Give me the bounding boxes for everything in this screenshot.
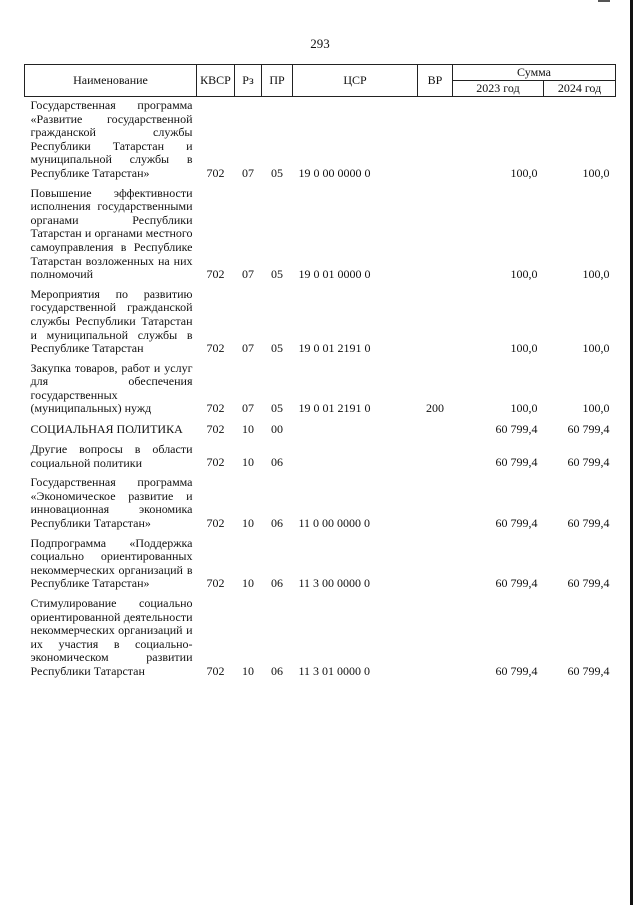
table-body — [25, 97, 616, 683]
row-sum-2023: 100,0 — [510, 266, 538, 281]
header-name: Наименование — [25, 65, 197, 97]
row-csr — [293, 420, 418, 441]
table-row — [25, 97, 616, 185]
table-row — [25, 441, 616, 474]
row-csr: 11 3 00 0000 0 — [298, 576, 371, 590]
header-pr: ПР — [262, 65, 293, 97]
row-sum-2024: 60 799,4 — [567, 455, 610, 470]
row-sum-2023: 60 799,4 — [495, 663, 538, 678]
row-sum-2023: 60 799,4 — [495, 576, 538, 590]
budget-table — [24, 64, 616, 683]
row-pr: 05 — [271, 266, 283, 281]
row-sum-2024: 60 799,4 — [567, 515, 610, 530]
row-pr: 06 — [271, 663, 283, 678]
row-rz: 10 — [242, 422, 254, 437]
row-sum-2024: 60 799,4 — [567, 422, 610, 437]
row-name: Другие вопросы в области социальной политики — [30, 442, 193, 470]
row-sum-2023: 60 799,4 — [495, 515, 538, 530]
row-sum-2024: 60 799,4 — [567, 576, 610, 590]
row-rz: 07 — [242, 340, 254, 355]
row-kvsr: 702 — [206, 422, 225, 437]
table-row — [25, 595, 616, 683]
scan-corner-mark — [598, 0, 610, 2]
table-row — [25, 286, 616, 360]
row-name: Стимулирование социально ориентированной деятельности некоммерческих организаций и их участия в социально-экономическом развитии Республики Татарстан — [30, 596, 193, 678]
row-name: Повышение эффективности исполнения государственными органами Республики Татарстан и органами местного самоуправления в Республике Татарстан возложенных на них полномочий — [30, 185, 193, 282]
row-vr — [418, 595, 453, 683]
row-name: Государственная программа «Экономическое развитие и инновационная экономика Республики Татарстан» — [30, 475, 193, 531]
row-kvsr: 702 — [206, 340, 225, 355]
row-sum-2023: 100,0 — [510, 401, 538, 416]
table-row — [25, 420, 616, 441]
row-rz: 10 — [242, 663, 254, 678]
row-csr: 19 0 01 0000 0 — [298, 266, 371, 281]
table-row — [25, 185, 616, 286]
row-sum-2024: 100,0 — [582, 266, 610, 281]
row-csr — [293, 441, 418, 474]
header-kvsr: КВСР — [197, 65, 235, 97]
row-kvsr: 702 — [206, 266, 225, 281]
row-vr — [418, 185, 453, 286]
row-vr: 200 — [426, 401, 444, 416]
row-kvsr: 702 — [206, 576, 225, 590]
row-pr: 05 — [271, 401, 283, 416]
table-row — [25, 360, 616, 420]
row-sum-2024: 100,0 — [582, 401, 610, 416]
page-number: 293 — [310, 36, 330, 51]
row-csr: 11 3 01 0000 0 — [298, 663, 371, 678]
scan-edge-line — [630, 0, 633, 905]
row-vr — [418, 474, 453, 534]
row-csr: 19 0 01 2191 0 — [298, 340, 371, 355]
row-pr: 05 — [271, 340, 283, 355]
row-csr: 19 0 00 0000 0 — [298, 165, 371, 180]
row-pr: 06 — [271, 576, 283, 590]
row-rz: 10 — [242, 576, 254, 590]
row-csr: 19 0 01 2191 0 — [298, 401, 371, 416]
row-vr — [418, 97, 453, 185]
header-year-2024: 2024 год — [544, 81, 616, 97]
row-vr — [418, 420, 453, 441]
row-name: Государственная программа «Развитие государственной гражданской службы Республики Татарстан и муниципальной службы в Республике Татарстан» — [30, 98, 193, 180]
row-csr: 11 0 00 0000 0 — [298, 515, 371, 530]
row-rz: 10 — [242, 515, 254, 530]
row-kvsr: 702 — [206, 515, 225, 530]
row-pr: 00 — [271, 422, 283, 437]
row-pr: 05 — [271, 165, 283, 180]
row-sum-2024: 60 799,4 — [567, 663, 610, 678]
header-rz: Рз — [235, 65, 262, 97]
header-sum: Сумма — [453, 65, 616, 81]
row-sum-2023: 60 799,4 — [495, 455, 538, 470]
row-kvsr: 702 — [206, 401, 225, 416]
row-rz: 07 — [242, 401, 254, 416]
row-kvsr: 702 — [206, 663, 225, 678]
row-pr: 06 — [271, 455, 283, 470]
row-sum-2023: 60 799,4 — [495, 422, 538, 437]
row-sum-2024: 100,0 — [582, 340, 610, 355]
row-name: Закупка товаров, работ и услуг для обеспечения государственных (муниципальных) нужд — [30, 360, 193, 416]
row-sum-2023: 100,0 — [510, 340, 538, 355]
table-row — [25, 535, 616, 595]
row-vr — [418, 535, 453, 595]
row-rz: 07 — [242, 165, 254, 180]
header-vr: ВР — [418, 65, 453, 97]
row-sum-2024: 100,0 — [582, 165, 610, 180]
row-name: СОЦИАЛЬНАЯ ПОЛИТИКА — [30, 422, 183, 437]
row-vr — [418, 286, 453, 360]
header-year-2023: 2023 год — [453, 81, 544, 97]
row-name: Подпрограмма «Поддержка социально ориентированных некоммерческих организаций в Республике Татарстан» — [30, 535, 193, 591]
row-pr: 06 — [271, 515, 283, 530]
row-name: Мероприятия по развитию государственной гражданской службы Республики Татарстан и муниципальной службы в Республике Татарстан — [30, 286, 193, 356]
row-kvsr: 702 — [206, 455, 225, 470]
table-row — [25, 474, 616, 534]
row-rz: 07 — [242, 266, 254, 281]
header-csr: ЦСР — [293, 65, 418, 97]
budget-table-container — [24, 64, 615, 683]
row-rz: 10 — [242, 455, 254, 470]
row-sum-2023: 100,0 — [510, 165, 538, 180]
row-kvsr: 702 — [206, 165, 225, 180]
row-vr — [418, 441, 453, 474]
